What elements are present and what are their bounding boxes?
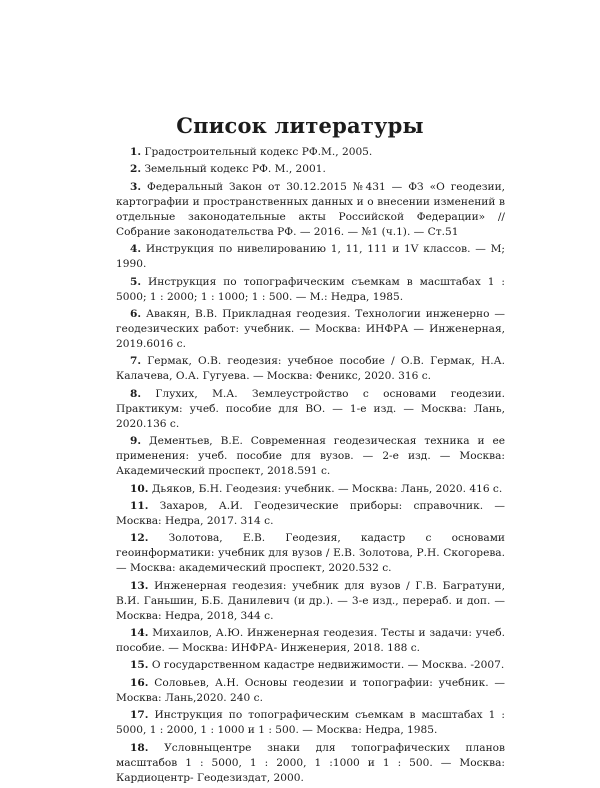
reference-text: Инструкция по топографическим съемкам в масштабах 1 : 5000; 1 : 2000; 1 : 1000; 1 : 500. — М.: Недра, 1985. [116,275,505,303]
reference-text: Глухих, М.А. Землеустройство с основами геодезии. Практикум: учеб. пособие для ВО. — 1-е изд. — Москва: Лань, 2020.136 с. [116,387,505,430]
reference-number: 15. [130,659,149,672]
page-title: Список литературы [176,113,424,138]
reference-item [116,676,505,706]
reference-item [116,626,505,656]
reference-number: 12. [130,532,149,545]
reference-number: 5. [130,275,142,288]
reference-item [116,482,505,497]
reference-text: Михаилов, А.Ю. Инженерная геодезия. Тесты и задачи: учеб. пособие. — Москва: ИНФРА- Инженерия, 2018. 188 с. [116,627,505,655]
reference-text: Инструкция по топографическим съемкам в масштабах 1 : 5000, 1 : 2000, 1 : 1000 и 1 : 500. — Москва: Недра, 1985. [116,709,505,737]
reference-text: Федеральный Закон от 30.12.2015 №431 — ФЗ «О геодезии, картографии и пространственных данных и о внесении изменений в отдельные законодательные акты Российской Федерации» //Собрание законодательства РФ. — 2016. — №1 (ч.1). — Ст.51 [116,180,505,238]
reference-text: Дементьев, В.Е. Современная геодезическая техника и ее применения: учеб. пособие для вузов. — 2-е изд. — Москва: Академический проспект, 2018.591 с. [116,435,505,478]
reference-item [116,741,505,786]
reference-number: 14. [130,627,149,640]
reference-text: Гермак, О.В. геодезия: учебное пособие / О.В. Гермак, Н.А. Калачева, О.А. Гугуева. — Москва: Феникс, 2020. 316 с. [116,355,506,383]
reference-number: 9. [130,435,142,448]
reference-number: 4. [130,243,142,256]
reference-item [116,242,505,272]
reference-item [116,275,505,305]
reference-number: 16. [130,676,149,689]
reference-item [116,434,505,479]
reference-list [116,145,505,788]
reference-text: Условныцентре знаки для топографических планов масштабов 1 : 5000, 1 : 2000, 1 :1000 и 1 : 500. — Москва: Кардиоцентр- Геодезиздат, 2000. [116,741,506,784]
reference-number: 13. [130,579,149,592]
reference-number: 1. [130,146,142,158]
reference-text: Золотова, Е.В. Геодезия, кадастр с основами геоинформатики: учебник для вузов / Е.В. Золотова, Р.Н. Скогорева. — Москва: академический проспект, 2020.532 с. [116,532,505,575]
reference-number: 17. [130,709,149,722]
reference-text: Земельный кодекс РФ. М., 2001. [144,163,326,176]
reference-text: Захаров, А.И. Геодезические приборы: справочник. — Москва: Недра, 2017. 314 с. [116,499,505,527]
reference-number: 7. [130,355,142,368]
reference-number: 6. [130,307,142,320]
reference-text: О государственном кадастре недвижимости. — Москва. -2007. [151,659,505,672]
reference-item [116,387,505,432]
reference-item [116,162,505,177]
reference-item [116,658,505,673]
reference-item [116,145,505,160]
reference-item [116,354,505,384]
reference-item [116,180,505,240]
reference-text: Соловьев, А.Н. Основы геодезии и топографии: учебник. — Москва: Лань,2020. 240 с. [116,676,505,704]
reference-number: 11. [130,499,149,512]
reference-number: 8. [130,387,142,400]
reference-text: Градостроительный кодекс РФ.М., 2005. [144,146,373,158]
reference-item [116,708,505,738]
reference-number: 18. [130,741,149,754]
reference-text: Авакян, В.В. Прикладная геодезия. Технологии инженерно — геодезических работ: учебник. — Москва: ИНФРА — Инженерная, 2019.6016 с. [116,307,505,350]
reference-item [116,499,505,529]
reference-text: Инженерная геодезия: учебник для вузов / Г.В. Багратуни, В.И. Ганьшин, Б.Б. Данилевич (и др.). — 3-е изд., перераб. и доп. — Москва: Недра, 2018, 344 с. [116,579,505,622]
reference-text: Дьяков, Б.Н. Геодезия: учебник. — Москва: Лань, 2020. 416 с. [151,482,503,495]
reference-number: 10. [130,482,149,495]
reference-item [116,531,505,576]
reference-number: 2. [130,163,142,176]
reference-item [116,307,505,352]
reference-number: 3. [130,180,142,193]
reference-text: Инструкция по нивелированию 1, 11, 111 и 1V классов. — М; 1990. [116,243,505,271]
reference-item [116,579,505,624]
